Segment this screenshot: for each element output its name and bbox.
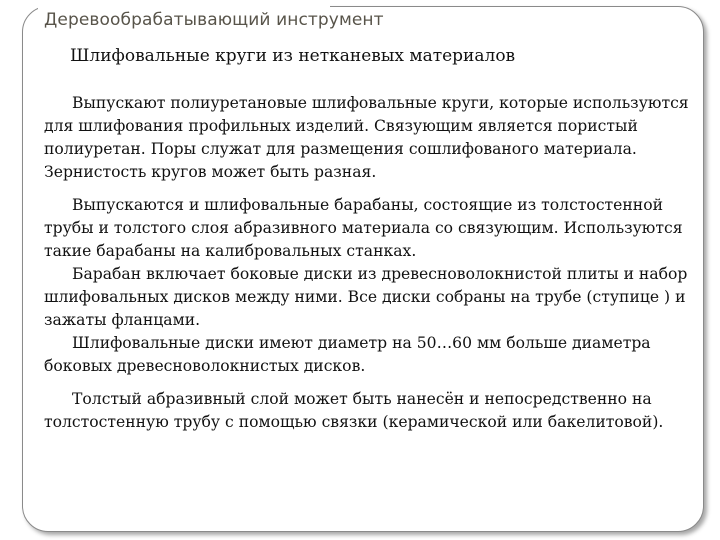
paragraph-polyurethane-wheels: Выпускают полиуретановые шлифовальные круги, которые используются для шлифования профильных изделий. Связующим является пористый полиуретан. Поры служат для размещения сошлифованого материала. Зернистость кругов может быть разная.	[44, 94, 689, 181]
slide-subtitle: Шлифовальные круги из нетканевых материалов	[70, 46, 516, 66]
paragraph-sanding-drums: Выпускаются и шлифовальные барабаны, состоящие из толстостенной трубы и толстого слоя абразивного материала со связующим. Используются такие барабаны на калибровальных станках.	[44, 196, 683, 260]
page-title: Деревообрабатывающий инструмент	[44, 10, 384, 30]
slide-content	[44, 92, 694, 434]
paragraph-drum-structure: Барабан включает боковые диски из древесноволокнистой плиты и набор шлифовальных дисков между ними. Все диски собраны на трубе (ступице ) и зажаты фланцами.	[44, 265, 688, 329]
paragraph-disc-diameter: Шлифовальные диски имеют диаметр на 50…60 мм больше диаметра боковых древесноволокнистых дисков.	[44, 334, 651, 375]
paragraph-abrasive-layer: Толстый абразивный слой может быть нанесён и непосредственно на толстостенную трубу с помощью связки (керамической или бакелитовой).	[44, 390, 664, 431]
